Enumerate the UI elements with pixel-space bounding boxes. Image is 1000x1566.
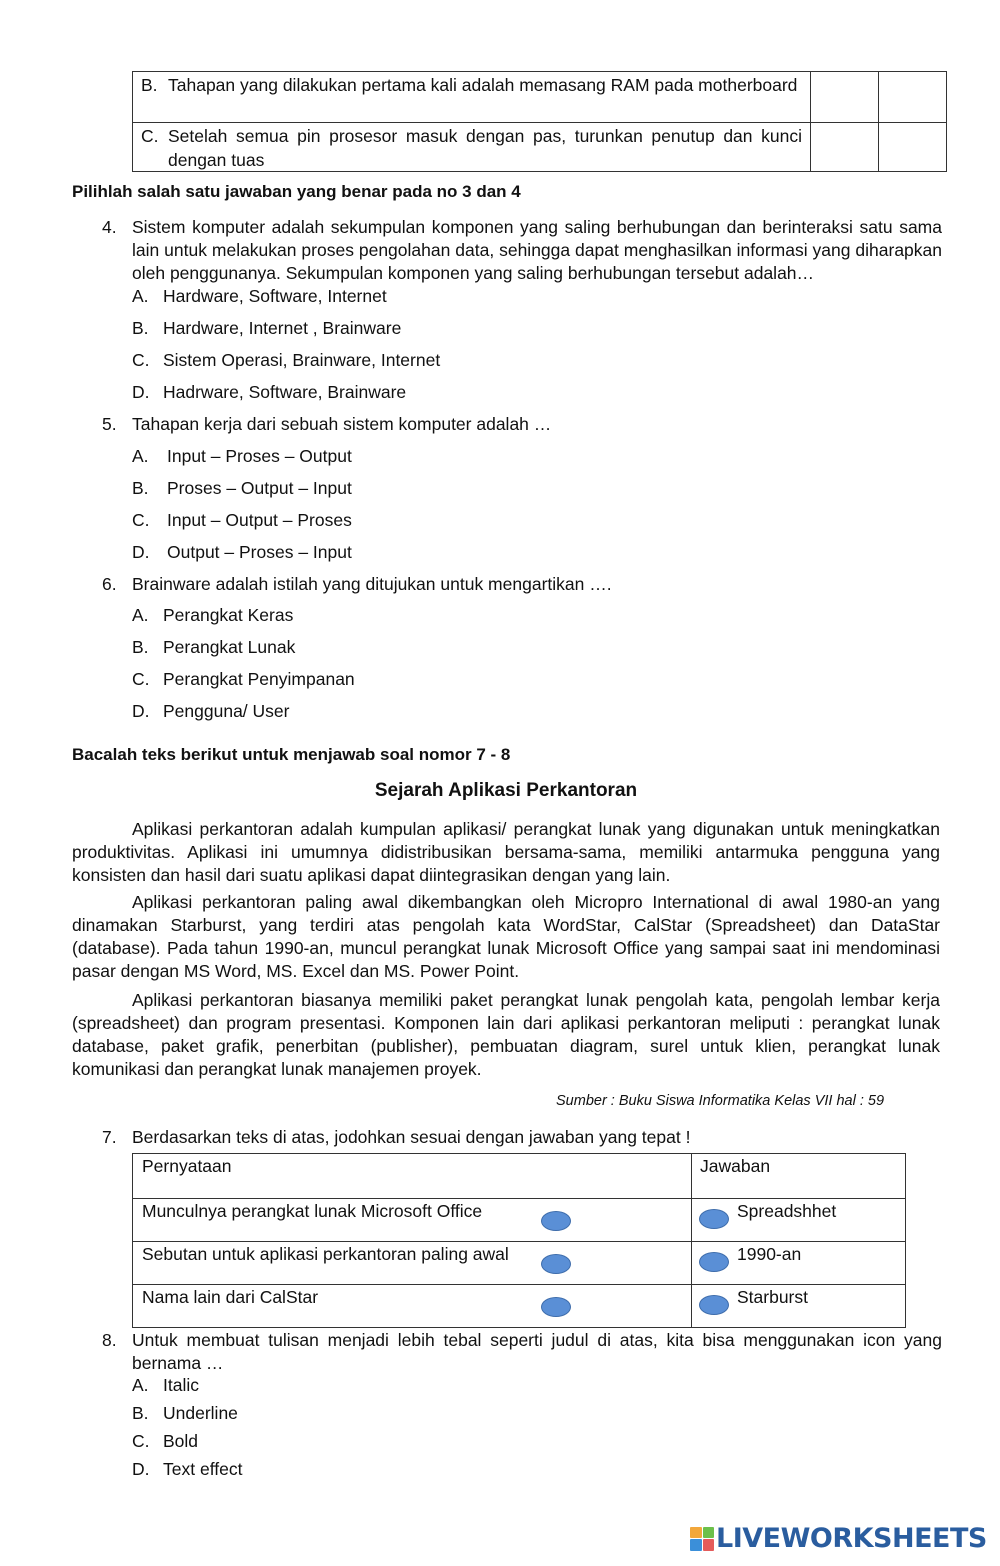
matching-header-row: [133, 1154, 905, 1198]
question-number: 8.: [102, 1330, 117, 1350]
matching-row: [133, 1198, 905, 1241]
answer-text: Spreadshhet: [737, 1201, 837, 1221]
row-label: B.: [141, 75, 158, 95]
section-instruction: Pilihlah salah satu jawaban yang benar pada no 3 dan 4: [72, 182, 521, 201]
question-6: [102, 573, 942, 596]
reading-paragraph: Aplikasi perkantoran paling awal dikembangkan oleh Micropro International di awal 1980-an yang dinamakan Starburst, yang terdiri atas pengolah kata WordStar, CalStar (Spreadsheet) dan DataStar (database). Pada tahun 1990-an, muncul perangkat lunak Microsoft Office yang sampai saat ini mendominasi pasar dengan MS Word, MS. Excel dan MS. Power Point.: [72, 892, 940, 981]
match-dot-right[interactable]: [699, 1209, 729, 1229]
question-stem: Brainware adalah istilah yang ditujukan untuk mengartikan ….: [132, 574, 612, 594]
option-b[interactable]: B. Perangkat Lunak: [132, 637, 296, 657]
statement-text: Munculnya perangkat lunak Microsoft Office: [142, 1201, 483, 1221]
logo-text: LIVEWORKSHEETS: [716, 1523, 987, 1554]
ordering-row: [133, 122, 946, 171]
answer-text: Starburst: [737, 1287, 808, 1307]
option-d[interactable]: D. Text effect: [132, 1459, 243, 1479]
option-c[interactable]: C. Sistem Operasi, Brainware, Internet: [132, 350, 441, 370]
header-answer: Jawaban: [691, 1154, 905, 1198]
reading-paragraph: Aplikasi perkantoran adalah kumpulan aplikasi/ perangkat lunak yang digunakan untuk meningkatkan produktivitas. Aplikasi ini umumnya didistribusikan bersama-sama, memiliki antarmuka pengguna yang konsisten dan hasil dari suatu aplikasi dapat diintegrasikan dengan yang lain.: [72, 819, 940, 885]
question-stem: Untuk membuat tulisan menjadi lebih tebal seperti judul di atas, kita bisa menggunakan icon yang bernama …: [132, 1330, 942, 1373]
option-d[interactable]: D. Hadrware, Software, Brainware: [132, 382, 407, 402]
option-b[interactable]: B. Underline: [132, 1403, 238, 1423]
option-d[interactable]: D. Pengguna/ User: [132, 701, 290, 721]
row-label: C.: [141, 126, 159, 146]
answer-text: 1990-an: [737, 1244, 802, 1264]
answer-box[interactable]: [810, 72, 878, 122]
option-a[interactable]: A. Italic: [132, 1375, 199, 1395]
answer-box[interactable]: [878, 72, 945, 122]
liveworksheets-logo: [690, 1523, 987, 1554]
reading-title: Sejarah Aplikasi Perkantoran: [374, 780, 638, 801]
row-text: Setelah semua pin prosesor masuk dengan pas, turunkan penutup dan kunci dengan tuas: [168, 126, 802, 170]
option-c[interactable]: C. Perangkat Penyimpanan: [132, 669, 355, 689]
option-b[interactable]: B. Proses – Output – Input: [132, 478, 352, 498]
match-dot-right[interactable]: [699, 1252, 729, 1272]
ordering-row: [133, 72, 946, 122]
source-citation: Sumber : Buku Siswa Informatika Kelas VII hal : 59: [556, 1093, 885, 1109]
option-a[interactable]: A. Hardware, Software, Internet: [132, 286, 387, 306]
option-c[interactable]: C. Bold: [132, 1431, 199, 1451]
statement-text: Nama lain dari CalStar: [142, 1287, 319, 1307]
matching-row: [133, 1284, 905, 1327]
section-instruction: Bacalah teks berikut untuk menjawab soal nomor 7 - 8: [72, 745, 511, 764]
answer-box[interactable]: [878, 123, 945, 171]
match-dot-left[interactable]: [541, 1297, 571, 1317]
question-8: [102, 1329, 942, 1375]
match-dot-left[interactable]: [541, 1211, 571, 1231]
question-7: [102, 1126, 942, 1149]
logo-icon: [690, 1527, 714, 1551]
reading-paragraph: Aplikasi perkantoran biasanya memiliki paket perangkat lunak pengolah kata, pengolah lembar kerja (spreadsheet) dan program presentasi. Komponen lain dari aplikasi perkantoran meliputi : perangkat lunak database, paket grafik, penerbitan (publisher), pembuatan diagram, surel untuk klien, perangkat lunak komunikasi dan perangkat lunak manajemen proyek.: [72, 990, 940, 1079]
answer-box[interactable]: [810, 123, 878, 171]
ordering-table: [132, 71, 947, 172]
question-number: 5.: [102, 414, 117, 434]
question-stem: Sistem komputer adalah sekumpulan komponen yang saling berhubungan dan berinteraksi satu sama lain untuk melakukan proses pengolahan data, sehingga dapat menghasilkan informasi yang diharapkan oleh penggunanya. Sekumpulan komponen yang saling berhubungan tersebut adalah…: [132, 217, 942, 283]
match-dot-left[interactable]: [541, 1254, 571, 1274]
option-a[interactable]: A. Input – Proses – Output: [132, 446, 352, 466]
option-c[interactable]: C. Input – Output – Proses: [132, 510, 352, 530]
question-stem: Berdasarkan teks di atas, jodohkan sesuai dengan jawaban yang tepat !: [132, 1127, 691, 1147]
header-statement: Pernyataan: [142, 1156, 232, 1176]
match-dot-right[interactable]: [699, 1295, 729, 1315]
statement-text: Sebutan untuk aplikasi perkantoran paling awal: [142, 1244, 509, 1264]
question-number: 7.: [102, 1127, 117, 1147]
option-d[interactable]: D. Output – Proses – Input: [132, 542, 352, 562]
question-4: [102, 216, 942, 285]
matching-row: [133, 1241, 905, 1284]
question-number: 4.: [102, 217, 117, 237]
matching-table: [132, 1153, 906, 1328]
option-a[interactable]: A. Perangkat Keras: [132, 605, 294, 625]
row-text: Tahapan yang dilakukan pertama kali adalah memasang RAM pada motherboard: [168, 75, 798, 95]
option-b[interactable]: B. Hardware, Internet , Brainware: [132, 318, 402, 338]
question-5: [102, 413, 942, 436]
question-stem: Tahapan kerja dari sebuah sistem komputer adalah …: [132, 414, 552, 434]
question-number: 6.: [102, 574, 117, 594]
